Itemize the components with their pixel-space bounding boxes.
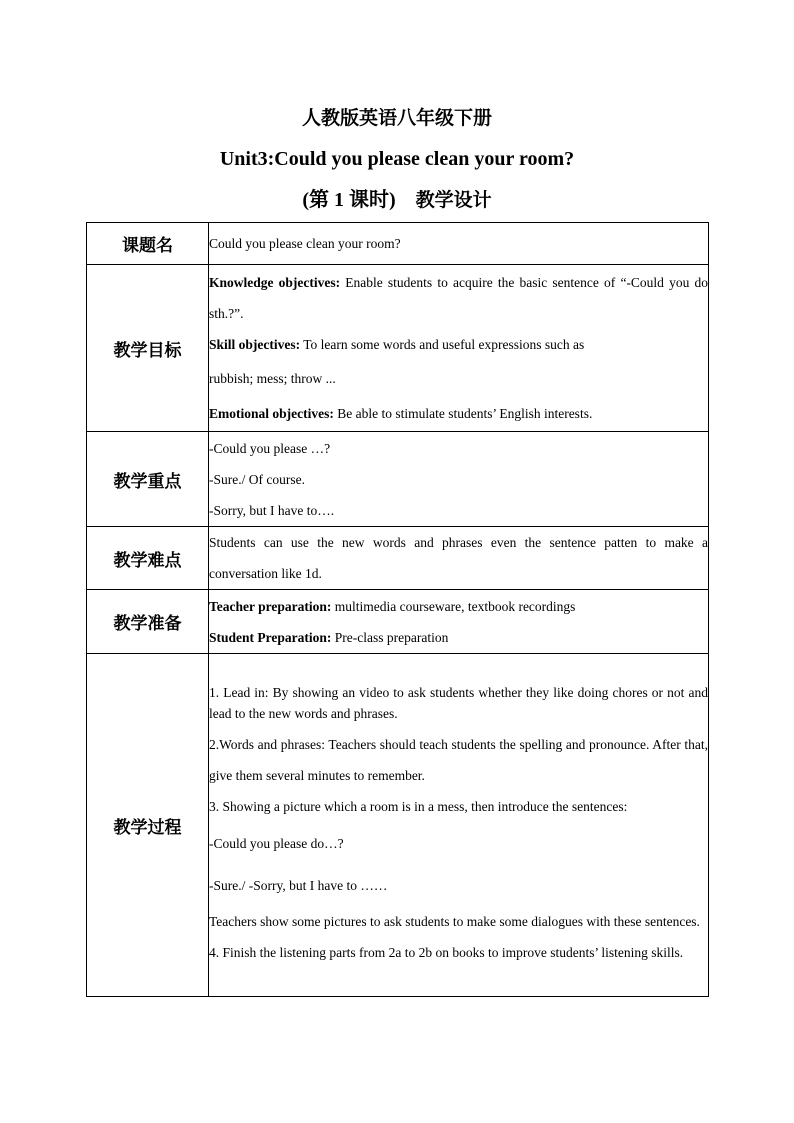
row-label-topic: 课题名 [87, 223, 209, 265]
row-content-key-points [209, 432, 709, 527]
row-label-difficulties: 教学难点 [87, 527, 209, 590]
row-content-difficulties [209, 527, 709, 590]
procedure-step: Teachers show some pictures to ask students to make some dialogues with these sentences. [209, 914, 700, 929]
student-preparation-text: Pre-class preparation [331, 629, 449, 645]
row-difficulties [87, 527, 709, 590]
knowledge-text: Enable students to acquire the basic sentence of “-Could you do sth.?”. [209, 275, 708, 321]
document-title-lesson [0, 188, 794, 212]
lesson-design: 教学设计 [415, 189, 492, 211]
row-content-procedure [209, 654, 709, 997]
row-content-objectives [209, 265, 709, 432]
row-label-objectives: 教学目标 [87, 265, 209, 432]
row-procedure [87, 654, 709, 997]
teacher-preparation-label: Teacher preparation: [209, 598, 332, 614]
emotional-label: Emotional objectives: [209, 406, 334, 421]
key-point-line: -Sure./ Of course. [209, 471, 305, 487]
row-label-preparation: 教学准备 [87, 590, 209, 654]
procedure-step: 1. Lead in: By showing an video to ask students whether they like doing chores or not and lead to the new words and phrases. [209, 685, 708, 721]
teacher-preparation [209, 591, 708, 622]
row-content-preparation [209, 590, 709, 654]
student-preparation [209, 622, 708, 653]
knowledge-objectives [209, 267, 708, 329]
difficulties-text: Students can use the new words and phrases even the sentence patten to make a conversation like 1d. [209, 535, 708, 581]
row-preparation [87, 590, 709, 654]
skill-text: To learn some words and useful expressions such as [300, 337, 585, 352]
teacher-preparation-text: multimedia courseware, textbook recordings [331, 598, 576, 614]
document-title-unit: Unit3:Could you please clean your room? [219, 148, 575, 170]
key-point-line: -Sorry, but I have to…. [209, 502, 335, 518]
row-objectives [87, 265, 709, 432]
student-preparation-label: Student Preparation: [209, 629, 332, 645]
lesson-plan-table [86, 222, 709, 997]
procedure-step: -Could you please do…? [209, 836, 344, 851]
emotional-objectives [209, 398, 708, 429]
skill-label: Skill objectives: [209, 337, 301, 352]
document-title-cn: 人教版英语八年级下册 [301, 107, 492, 129]
topic-text: Could you please clean your room? [209, 236, 401, 251]
procedure-step: 2.Words and phrases: Teachers should teach students the spelling and pronounce. After that, give them several minutes to remember. [209, 737, 708, 783]
skill-objectives-cont: rubbish; mess; throw ... [209, 371, 336, 386]
row-key-points [87, 432, 709, 527]
skill-objectives [209, 329, 708, 360]
procedure-step: 4. Finish the listening parts from 2a to 2b on books to improve students’ listening skills. [209, 945, 684, 960]
row-content-topic [209, 223, 709, 265]
row-topic [87, 223, 709, 265]
procedure-step: -Sure./ -Sorry, but I have to …… [209, 878, 388, 893]
emotional-text: Be able to stimulate students’ English interests. [333, 406, 593, 421]
key-point-line: -Could you please …? [209, 440, 331, 456]
procedure-step: 3. Showing a picture which a room is in a mess, then introduce the sentences: [209, 799, 628, 814]
lesson-number: (第 1 课时) [302, 189, 396, 211]
row-label-procedure: 教学过程 [87, 654, 209, 997]
row-label-key-points: 教学重点 [87, 432, 209, 527]
knowledge-label: Knowledge objectives: [209, 275, 341, 290]
